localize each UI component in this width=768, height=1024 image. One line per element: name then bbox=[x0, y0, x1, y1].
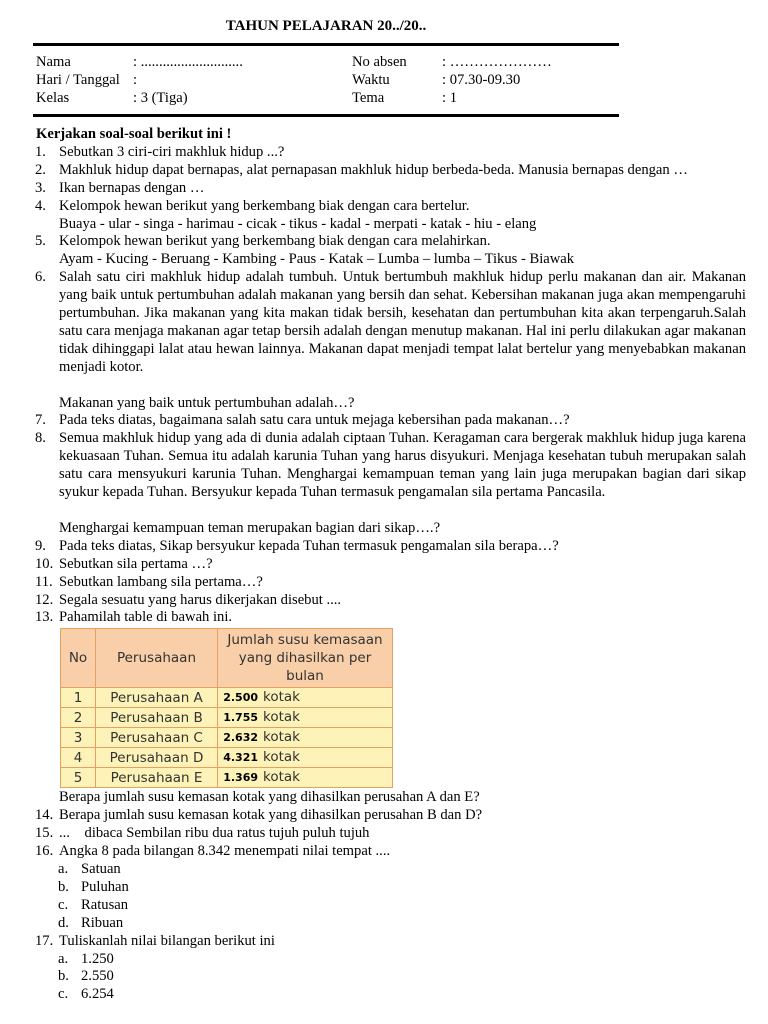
question-13 bbox=[35, 609, 746, 627]
option-text: Puluhan bbox=[81, 878, 129, 895]
amount-cell bbox=[218, 708, 393, 728]
question-number: 17. bbox=[35, 932, 54, 949]
tema-field: : 1 bbox=[442, 89, 457, 106]
amount-value: 4.321 bbox=[223, 751, 258, 765]
question-2 bbox=[35, 161, 746, 180]
amount-unit: kotak bbox=[263, 689, 300, 706]
question-8-prompt: Menghargai kemampuan teman merupakan bagian dari sikap….? bbox=[59, 519, 441, 536]
question-13-prompt: Berapa jumlah susu kemasan kotak yang dihasilkan perusahan A dan E? bbox=[59, 789, 480, 806]
question-3 bbox=[35, 179, 746, 198]
nama-field: : ............................ bbox=[133, 54, 243, 70]
table-row bbox=[61, 768, 393, 788]
question-16 bbox=[35, 843, 746, 861]
question-4 bbox=[35, 197, 746, 216]
option-c bbox=[58, 986, 768, 1004]
question-number: 9. bbox=[35, 537, 46, 554]
amount-value: 1.755 bbox=[223, 711, 258, 725]
question-number: 16. bbox=[35, 843, 54, 860]
student-info-header bbox=[36, 54, 619, 108]
bottom-rule bbox=[33, 114, 619, 117]
option-text: Ribuan bbox=[81, 914, 124, 931]
question-text: Kelompok hewan berikut yang berkembang biak dengan cara melahirkan. bbox=[59, 233, 491, 250]
table-header-row bbox=[61, 629, 393, 688]
kelas-field: : 3 (Tiga) bbox=[133, 89, 188, 106]
option-letter: b. bbox=[58, 878, 69, 895]
question-number: 5. bbox=[35, 233, 46, 250]
question-text: Semua makhluk hidup yang ada di dunia adalah ciptaan Tuhan. Keragaman cara bergerak makhluk hidup juga karena kekuasaan Tuhan. Semua itu adalah karunia Tuhan yang harus disyukuri. Menjaga kesehatan tubuh merupakan salah satu cara mensyukuri karunia Tuhan. Menghargai kemampuan teman yang lain juga merupakan bagian dari sikap syukur kepada Tuhan. Bersyukur kepada Tuhan termasuk pengamalan sila pertama Pancasila. bbox=[59, 430, 746, 501]
question-number: 14. bbox=[35, 807, 54, 824]
question-1 bbox=[35, 143, 746, 162]
column-header-amount: Jumlah susu kemasaan yang dihasilkan per bulan bbox=[218, 629, 393, 688]
amount-cell bbox=[218, 728, 393, 748]
amount-unit: kotak bbox=[263, 709, 300, 726]
question-number: 8. bbox=[35, 430, 46, 447]
question-6-prompt: Makanan yang baik untuk pertumbuhan adalah…? bbox=[59, 394, 355, 411]
question-5 bbox=[35, 233, 746, 251]
question-number: 15. bbox=[35, 825, 54, 842]
question-text: Makhluk hidup dapat bernapas, alat pernapasan makhluk hidup berbeda-beda. Manusia bernapas dengan … bbox=[59, 161, 688, 178]
row-number: 4 bbox=[61, 748, 96, 768]
company-name: Perusahaan D bbox=[96, 748, 218, 768]
amount-value: 2.500 bbox=[223, 691, 258, 705]
question-text: Kelompok hewan berikut yang berkembang biak dengan cara bertelur. bbox=[59, 197, 470, 214]
table-row bbox=[61, 688, 393, 708]
column-header-company: Perusahaan bbox=[96, 629, 218, 688]
row-number: 1 bbox=[61, 688, 96, 708]
question-17 bbox=[35, 932, 746, 951]
option-a bbox=[58, 860, 768, 879]
question-text: Sebutkan lambang sila pertama…? bbox=[59, 573, 263, 590]
company-name: Perusahaan E bbox=[96, 768, 218, 788]
question-list bbox=[0, 126, 768, 1004]
row-number: 2 bbox=[61, 708, 96, 728]
column-header-no: No bbox=[61, 629, 96, 688]
option-b bbox=[58, 878, 768, 897]
question-6 bbox=[35, 269, 746, 376]
company-name: Perusahaan A bbox=[96, 688, 218, 708]
kelas-label: Kelas bbox=[36, 89, 70, 106]
question-number: 3. bbox=[35, 179, 46, 196]
no-absen-label: No absen bbox=[352, 54, 407, 70]
question-text: Segala sesuatu yang harus dikerjakan disebut .... bbox=[59, 591, 342, 608]
option-letter: b. bbox=[58, 968, 69, 985]
question-15 bbox=[35, 825, 746, 843]
question-9 bbox=[35, 537, 746, 556]
question-text: Sebutkan 3 ciri-ciri makhluk hidup ...? bbox=[59, 143, 285, 160]
question-text: Sebutkan sila pertama …? bbox=[59, 555, 213, 572]
page-title: TAHUN PELAJARAN 20../20.. bbox=[225, 18, 427, 34]
amount-value: 1.369 bbox=[223, 771, 258, 785]
waktu-label: Waktu bbox=[352, 71, 390, 88]
question-14 bbox=[35, 807, 746, 825]
question-number: 11. bbox=[35, 573, 53, 590]
amount-cell bbox=[218, 748, 393, 768]
question-number: 1. bbox=[35, 143, 46, 160]
question-11 bbox=[35, 573, 746, 592]
top-rule bbox=[33, 43, 619, 46]
option-c bbox=[58, 896, 768, 915]
option-text: 2.550 bbox=[81, 968, 114, 985]
option-letter: d. bbox=[58, 914, 69, 931]
table-row bbox=[61, 748, 393, 768]
option-a bbox=[58, 950, 768, 969]
nama-label: Nama bbox=[36, 54, 71, 70]
amount-cell bbox=[218, 768, 393, 788]
question-10 bbox=[35, 555, 746, 574]
question-text: Salah satu ciri makhluk hidup adalah tumbuh. Untuk bertumbuh makhluk hidup perlu makanan dan air. Makanan yang baik untuk pertumbuhan adalah makanan yang bersih dan sehat. Kebersihan makanan juga akan mempengaruhi pertumbuhan. Jika makanan yang kita makan tidak bersih, kesehatan dan pertumbuhan kita akan terpengaruh.Salah satu cara menjaga makanan agar tetap bersih adalah dengan menutup makanan. Hal ini perlu dilakukan agar makanan tidak dihinggapi lalat atau hewan lainnya. Makanan dapat menjadi tempat lalat bertelur yang menyebabkan makanan menjadi kotor. bbox=[59, 269, 746, 375]
waktu-field: : 07.30-09.30 bbox=[442, 71, 521, 88]
question-text: Pada teks diatas, bagaimana salah satu cara untuk mejaga kebersihan pada makanan…? bbox=[59, 412, 570, 429]
option-letter: c. bbox=[58, 896, 69, 913]
milk-production-table bbox=[60, 628, 393, 788]
question-text: Ikan bernapas dengan … bbox=[59, 179, 205, 196]
question-text: Angka 8 pada bilangan 8.342 menempati nilai tempat .... bbox=[59, 843, 391, 860]
amount-unit: kotak bbox=[263, 769, 300, 786]
question-4-animals: Buaya - ular - singa - harimau - cicak - tikus - kadal - merpati - katak - hiu - elang bbox=[59, 215, 537, 232]
question-7 bbox=[35, 412, 746, 430]
option-letter: a. bbox=[58, 860, 69, 877]
question-number: 4. bbox=[35, 197, 46, 214]
option-text: Satuan bbox=[81, 860, 121, 877]
table-row bbox=[61, 728, 393, 748]
option-text: 1.250 bbox=[81, 950, 114, 967]
option-letter: c. bbox=[58, 986, 69, 1003]
amount-cell bbox=[218, 688, 393, 708]
option-d bbox=[58, 914, 768, 933]
question-5-animals: Ayam - Kucing - Beruang - Kambing - Paus - Katak – Lumba – lumba – Tikus - Biawak bbox=[59, 251, 575, 268]
row-number: 3 bbox=[61, 728, 96, 748]
amount-value: 2.632 bbox=[223, 731, 258, 745]
option-b bbox=[58, 968, 768, 986]
question-number: 13. bbox=[35, 609, 54, 626]
hari-tanggal-label: Hari / Tanggal bbox=[36, 71, 120, 88]
question-number: 12. bbox=[35, 591, 54, 608]
amount-unit: kotak bbox=[263, 749, 300, 766]
question-number: 10. bbox=[35, 555, 54, 572]
question-text: Berapa jumlah susu kemasan kotak yang dihasilkan perusahan B dan D? bbox=[59, 807, 483, 824]
row-number: 5 bbox=[61, 768, 96, 788]
instruction: Kerjakan soal-soal berikut ini ! bbox=[36, 126, 232, 142]
option-text: 6.254 bbox=[81, 986, 114, 1003]
question-text: ... dibaca Sembilan ribu dua ratus tujuh puluh tujuh bbox=[59, 825, 370, 842]
table-row bbox=[61, 708, 393, 728]
question-12 bbox=[35, 591, 746, 610]
question-number: 7. bbox=[35, 412, 46, 429]
company-name: Perusahaan C bbox=[96, 728, 218, 748]
option-text: Ratusan bbox=[81, 896, 129, 913]
option-letter: a. bbox=[58, 950, 69, 967]
question-text: Pahamilah table di bawah ini. bbox=[59, 609, 233, 626]
question-number: 6. bbox=[35, 269, 46, 286]
tema-label: Tema bbox=[352, 89, 385, 106]
question-number: 2. bbox=[35, 161, 46, 178]
amount-unit: kotak bbox=[263, 729, 300, 746]
question-8 bbox=[35, 430, 746, 502]
question-text: Tuliskanlah nilai bilangan berikut ini bbox=[59, 932, 275, 949]
question-text: Pada teks diatas, Sikap bersyukur kepada Tuhan termasuk pengamalan sila berapa…? bbox=[59, 537, 559, 554]
no-absen-field: : ………………… bbox=[442, 54, 552, 70]
company-name: Perusahaan B bbox=[96, 708, 218, 728]
hari-tanggal-field: : bbox=[133, 71, 138, 88]
